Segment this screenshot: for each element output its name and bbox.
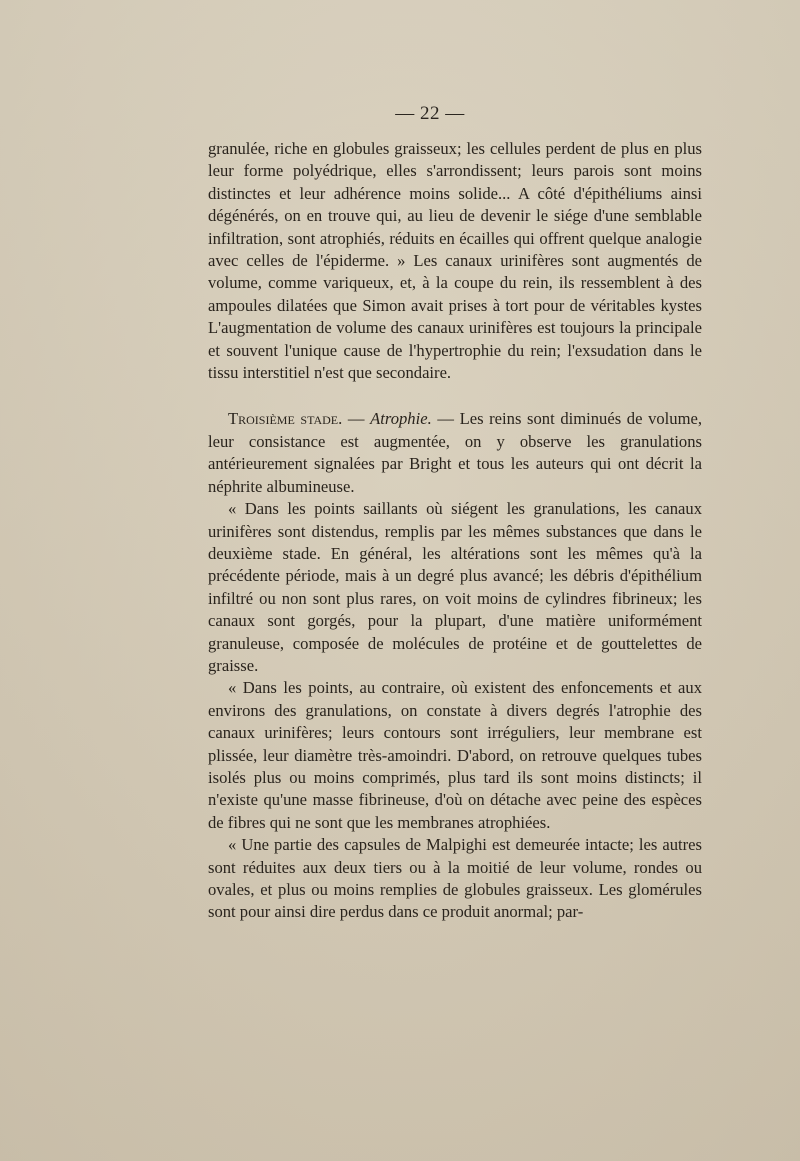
paragraph-continuation: granulée, riche en globules graisseux; les cellules perdent de plus en plus leur forme polyédrique, elles s'arrondissent; leurs parois sont moins distinctes et leur adhérence moins solide... A côté d'épithéliums ainsi dégénérés, on en trouve qui, au lieu de devenir le siége d'une semblable infiltration, sont atrophiés, réduits en écailles qui offrent quelque analogie avec celles de l'épiderme. » Les canaux urinifères sont augmentés de volume, comme variqueux, et, à la coupe du rein, ils ressemblent à des ampoules dilatées que Simon avait prises à tort pour de véritables kystes L'augmentation de volume des canaux urinifères est toujours la principale et souvent l'unique cause de l'hypertrophie du rein; l'exsudation dans le tissu interstitiel n'est que secondaire. xyxy=(208,139,702,383)
body-text xyxy=(208,138,702,924)
page-number: — 22 — xyxy=(395,103,465,124)
quote-paragraph-2: « Dans les points, au contraire, où existent des enfoncements et aux environs des granulations, on constate à divers degrés l'atrophie des canaux urinifères; leurs contours sont irréguliers, leur membrane est plissée, leur diamètre très-amoindri. D'abord, on retrouve quelques tubes isolés plus ou moins comprimés, plus tard ils sont moins distincts; il n'existe qu'une masse fibrineuse, d'où on détache avec peine des espèces de fibres qui ne sont que les membranes atrophiées. xyxy=(208,678,702,832)
section-spacer xyxy=(208,384,702,408)
section-subtitle: Atrophie. xyxy=(370,409,432,429)
section-paragraph xyxy=(208,408,702,498)
subtitle-dash: — xyxy=(431,409,460,429)
section-text: Les reins sont diminués de volume, leur consistance est augmentée, on y observe les granulations antérieurement signalées par Bright et tous les auteurs qui ont décrit la néphrite albumineuse. xyxy=(208,409,702,496)
quote-paragraph-1: « Dans les points saillants où siégent les granulations, les canaux urinifères sont distendus, remplis par les mêmes substances que dans le deuxième stade. En général, les altérations sont les mêmes qu'à la précédente période, mais à un degré plus avancé; les débris d'épithélium infiltré ou non sont plus rares, on voit moins de cylindres fibrineux; les canaux sont gorgés, pour la plupart, d'une matière uniformément granuleuse, composée de molécules de protéine et de gouttelettes de graisse. xyxy=(208,499,702,675)
heading-dash: — xyxy=(342,409,371,429)
section-heading: Troisième stade. xyxy=(228,409,343,429)
quote-paragraph-3: « Une partie des capsules de Malpighi est demeurée intacte; les autres sont réduites aux deux tiers ou à la moitié de leur volume, rondes ou ovales, et plus ou moins remplies de globules graisseux. Les glomérules sont pour ainsi dire perdus dans ce produit anormal; par- xyxy=(208,835,702,922)
